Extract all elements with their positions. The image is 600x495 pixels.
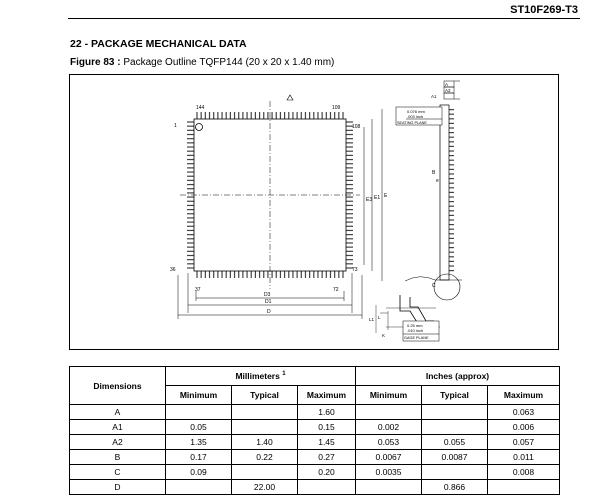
package-pin	[346, 134, 353, 135]
package-pin	[187, 251, 194, 252]
package-pin	[449, 127, 454, 128]
gage-plane-label: GAGE PLANE	[404, 336, 429, 340]
package-pin	[187, 259, 194, 260]
package-pin	[449, 261, 454, 262]
package-pin	[187, 171, 194, 172]
mm-typical-header: Typical	[232, 386, 298, 405]
package-pin	[346, 242, 353, 243]
in-min-cell	[356, 405, 422, 420]
package-pin	[255, 112, 256, 119]
package-pin	[242, 271, 243, 278]
package-pin	[213, 271, 214, 278]
dim-label-a2: A2	[445, 88, 451, 93]
package-pin	[346, 146, 353, 147]
package-pin	[187, 255, 194, 256]
package-pin	[346, 151, 353, 152]
gage-value-inch: .010 inch	[407, 328, 424, 333]
package-pin	[346, 192, 353, 193]
side-view-body	[440, 105, 449, 280]
dim-label-l: L	[378, 315, 381, 320]
package-pin	[346, 213, 353, 214]
package-pin	[449, 132, 454, 133]
package-pin	[284, 112, 285, 119]
package-pin	[251, 112, 252, 119]
package-pin	[449, 242, 454, 243]
package-pin	[217, 271, 218, 278]
table-row	[70, 420, 560, 435]
mm-typ-cell	[232, 465, 298, 480]
mm-max-cell: 1.45	[298, 435, 356, 450]
package-pin	[449, 270, 454, 271]
package-pin	[238, 271, 239, 278]
seating-tolerance-inch: .003 inch	[407, 114, 424, 119]
package-pin	[187, 151, 194, 152]
dim-label-b: B	[432, 170, 436, 176]
package-pin	[205, 112, 206, 119]
package-pin	[187, 205, 194, 206]
package-dimensions-table	[69, 366, 560, 495]
dimensions-header: Dimensions	[70, 367, 166, 405]
package-pin	[267, 271, 268, 278]
package-pin	[187, 142, 194, 143]
dim-label-k: K	[382, 333, 386, 338]
package-pin	[449, 137, 454, 138]
table-row	[70, 405, 560, 420]
in-max-cell	[488, 480, 560, 495]
package-pin	[246, 112, 247, 119]
package-outline-svg	[70, 75, 560, 351]
package-pin	[271, 112, 272, 119]
package-pin	[449, 146, 454, 147]
package-pin	[187, 159, 194, 160]
package-pin	[322, 112, 323, 119]
package-pin	[187, 226, 194, 227]
package-pin	[449, 201, 454, 202]
package-pin	[288, 271, 289, 278]
package-pin	[187, 130, 194, 131]
package-pin	[230, 271, 231, 278]
package-pin	[187, 163, 194, 164]
package-pin	[242, 112, 243, 119]
package-pin	[187, 126, 194, 127]
package-pin	[234, 271, 235, 278]
dim-label-d3: D3	[264, 292, 271, 298]
package-pin	[313, 271, 314, 278]
package-pin	[346, 209, 353, 210]
package-pin	[187, 188, 194, 189]
package-pin	[263, 112, 264, 119]
dim-label-e1: E1	[374, 195, 381, 201]
package-pin	[330, 112, 331, 119]
package-pin	[251, 271, 252, 278]
package-pin	[338, 112, 339, 119]
package-pin	[449, 256, 454, 257]
package-pin	[449, 247, 454, 248]
pin-label-73: 73	[352, 267, 358, 273]
package-pin	[342, 271, 343, 278]
package-pin	[346, 163, 353, 164]
package-pin	[187, 263, 194, 264]
package-pin	[230, 112, 231, 119]
in-maximum-header: Maximum	[488, 386, 560, 405]
package-pin	[346, 226, 353, 227]
in-typ-cell: 0.055	[422, 435, 488, 450]
pin-label-37: 37	[195, 287, 201, 293]
package-pin	[187, 180, 194, 181]
package-pin	[322, 271, 323, 278]
header-rule	[68, 18, 580, 19]
millimeters-note: 1	[282, 371, 286, 378]
dim-label-e-pitch: e	[436, 178, 439, 184]
mm-max-cell: 0.15	[298, 420, 356, 435]
mm-min-cell	[166, 405, 232, 420]
package-pin	[346, 247, 353, 248]
package-pin	[209, 112, 210, 119]
package-pin	[259, 112, 260, 119]
package-pin	[187, 234, 194, 235]
package-pin	[187, 196, 194, 197]
document-part-number: ST10F269-T3	[510, 4, 578, 16]
table-header-row	[70, 367, 560, 386]
mm-min-cell	[166, 480, 232, 495]
package-pin	[449, 160, 454, 161]
index-arrow-icon	[287, 95, 293, 100]
pin-label-144: 144	[196, 105, 205, 111]
pin-label-36: 36	[170, 267, 176, 273]
package-pin	[346, 155, 353, 156]
package-pin	[449, 183, 454, 184]
dim-label-l1: L1	[369, 317, 375, 322]
mm-min-cell: 0.09	[166, 465, 232, 480]
package-pin	[346, 238, 353, 239]
package-pin	[449, 229, 454, 230]
in-min-cell: 0.0067	[356, 450, 422, 465]
package-pin	[205, 271, 206, 278]
package-pin	[449, 123, 454, 124]
package-pin	[449, 118, 454, 119]
package-pin	[449, 155, 454, 156]
mm-typ-cell: 1.40	[232, 435, 298, 450]
dim-label-a1: A1	[431, 94, 437, 99]
table-row	[70, 450, 560, 465]
mm-minimum-header: Minimum	[166, 386, 232, 405]
package-pin	[196, 112, 197, 119]
mm-max-cell	[298, 480, 356, 495]
package-pin	[449, 187, 454, 188]
package-pin	[187, 167, 194, 168]
package-pin	[326, 271, 327, 278]
package-pin	[187, 155, 194, 156]
pin-label-108: 108	[352, 124, 361, 130]
package-pin	[301, 112, 302, 119]
package-pin	[449, 238, 454, 239]
package-pin	[187, 213, 194, 214]
package-pin	[221, 271, 222, 278]
table-row	[70, 480, 560, 495]
package-pin	[255, 271, 256, 278]
in-max-cell: 0.063	[488, 405, 560, 420]
dim-label-e3: E3	[366, 197, 373, 203]
package-pin	[309, 112, 310, 119]
package-pin	[346, 255, 353, 256]
in-min-cell	[356, 480, 422, 495]
row-dimension: A2	[70, 435, 166, 450]
package-pin	[346, 205, 353, 206]
in-typical-header: Typical	[422, 386, 488, 405]
row-dimension: B	[70, 450, 166, 465]
package-pin	[346, 121, 353, 122]
mm-max-cell: 1.60	[298, 405, 356, 420]
package-pin	[346, 176, 353, 177]
package-pin	[213, 112, 214, 119]
mm-typ-cell	[232, 405, 298, 420]
package-pin	[317, 112, 318, 119]
mm-min-cell: 1.35	[166, 435, 232, 450]
package-pin	[346, 188, 353, 189]
package-pin	[217, 112, 218, 119]
package-pin	[187, 184, 194, 185]
in-min-cell: 0.053	[356, 435, 422, 450]
package-pin	[187, 176, 194, 177]
figure-caption-text: Package Outline TQFP144 (20 x 20 x 1.40 mm)	[123, 57, 335, 68]
millimeters-header: Millimeters $^1$	[166, 367, 356, 386]
package-pin	[187, 138, 194, 139]
package-pin	[187, 146, 194, 147]
dim-label-a: A	[445, 82, 449, 87]
package-pin	[449, 219, 454, 220]
package-pin	[187, 242, 194, 243]
package-pin	[187, 121, 194, 122]
in-minimum-header: Minimum	[356, 386, 422, 405]
package-pin	[313, 112, 314, 119]
package-pin	[346, 259, 353, 260]
package-pin	[330, 271, 331, 278]
package-pin	[187, 230, 194, 231]
package-pin	[301, 271, 302, 278]
package-pin	[187, 238, 194, 239]
package-pin	[449, 265, 454, 266]
pin-label-109: 109	[332, 105, 341, 111]
package-pin	[187, 267, 194, 268]
package-pin	[449, 164, 454, 165]
in-min-cell: 0.0035	[356, 465, 422, 480]
package-pin	[209, 271, 210, 278]
detail-leader-line	[405, 277, 435, 281]
seating-tolerance-mm: 0.076 mm	[407, 109, 425, 114]
inches-header: Inches (approx)	[356, 367, 560, 386]
package-pin	[280, 112, 281, 119]
mm-typ-cell: 0.22	[232, 450, 298, 465]
package-pin	[449, 141, 454, 142]
package-pin	[305, 112, 306, 119]
package-pin	[187, 201, 194, 202]
package-pin	[346, 196, 353, 197]
package-pin	[342, 112, 343, 119]
package-pin	[187, 209, 194, 210]
package-pin	[246, 271, 247, 278]
package-pin	[346, 138, 353, 139]
package-pin	[326, 112, 327, 119]
dim-label-d: D	[267, 309, 271, 315]
figure-caption	[70, 57, 334, 68]
package-pin	[284, 271, 285, 278]
package-pin	[338, 271, 339, 278]
package-pin	[449, 210, 454, 211]
package-pin	[292, 271, 293, 278]
figure-label: Figure 83 :	[70, 57, 121, 68]
package-pin	[449, 178, 454, 179]
in-max-cell: 0.008	[488, 465, 560, 480]
section-title: 22 - PACKAGE MECHANICAL DATA	[70, 38, 247, 50]
package-pin	[309, 271, 310, 278]
package-pin	[449, 109, 454, 110]
package-pin	[263, 271, 264, 278]
package-pin	[187, 217, 194, 218]
package-pin	[288, 112, 289, 119]
package-pin	[346, 180, 353, 181]
package-pin	[449, 173, 454, 174]
package-pin	[346, 159, 353, 160]
package-pin	[346, 217, 353, 218]
in-typ-cell	[422, 405, 488, 420]
package-pin	[334, 271, 335, 278]
package-pin	[449, 215, 454, 216]
mm-maximum-header: Maximum	[298, 386, 356, 405]
package-pin	[334, 112, 335, 119]
package-pin	[276, 271, 277, 278]
package-pin	[449, 114, 454, 115]
package-pin	[346, 184, 353, 185]
row-dimension: D	[70, 480, 166, 495]
package-pin	[259, 271, 260, 278]
package-pin	[187, 192, 194, 193]
package-pin	[346, 222, 353, 223]
package-pin	[346, 251, 353, 252]
in-max-cell: 0.011	[488, 450, 560, 465]
package-pin	[449, 192, 454, 193]
package-pin	[201, 112, 202, 119]
package-pin	[449, 252, 454, 253]
dim-label-d1: D1	[265, 299, 272, 305]
package-pin	[267, 112, 268, 119]
package-outline-drawing	[69, 74, 559, 350]
package-pin	[346, 234, 353, 235]
package-pin	[449, 169, 454, 170]
in-min-cell: 0.002	[356, 420, 422, 435]
package-pin	[271, 271, 272, 278]
package-pin	[297, 271, 298, 278]
row-dimension: A1	[70, 420, 166, 435]
in-typ-cell: 0.866	[422, 480, 488, 495]
package-pin	[226, 271, 227, 278]
package-pin	[276, 112, 277, 119]
in-typ-cell	[422, 465, 488, 480]
package-pin	[346, 167, 353, 168]
package-pin	[201, 271, 202, 278]
table-row	[70, 465, 560, 480]
package-pin	[449, 196, 454, 197]
gage-value-mm: 0.25 mm	[407, 323, 423, 328]
package-pin	[449, 224, 454, 225]
pin-label-1: 1	[174, 123, 177, 129]
package-pin	[226, 112, 227, 119]
package-pin	[449, 150, 454, 151]
package-pin	[280, 271, 281, 278]
package-pin	[187, 222, 194, 223]
mm-max-cell: 0.27	[298, 450, 356, 465]
package-pin	[346, 201, 353, 202]
package-pin	[238, 112, 239, 119]
in-max-cell: 0.057	[488, 435, 560, 450]
in-typ-cell	[422, 420, 488, 435]
package-pin	[449, 206, 454, 207]
mm-min-cell: 0.05	[166, 420, 232, 435]
package-pin	[449, 233, 454, 234]
package-pin	[292, 112, 293, 119]
package-pin	[346, 263, 353, 264]
seating-plane-label: SEATING PLANE	[397, 121, 427, 125]
mm-typ-cell	[232, 420, 298, 435]
row-dimension: C	[70, 465, 166, 480]
package-pin	[346, 230, 353, 231]
package-pin	[187, 134, 194, 135]
package-pin	[234, 112, 235, 119]
package-pin	[317, 271, 318, 278]
in-typ-cell: 0.0087	[422, 450, 488, 465]
row-dimension: A	[70, 405, 166, 420]
package-pin	[346, 171, 353, 172]
package-pin	[346, 142, 353, 143]
mm-max-cell: 0.20	[298, 465, 356, 480]
pin-label-72: 72	[333, 287, 339, 293]
table-row	[70, 435, 560, 450]
dim-label-c: C	[432, 283, 436, 289]
dim-label-e: E	[384, 193, 388, 199]
package-pin	[187, 247, 194, 248]
in-max-cell: 0.006	[488, 420, 560, 435]
pins-side-view	[449, 109, 454, 271]
package-pin	[297, 112, 298, 119]
mm-typ-cell: 22.00	[232, 480, 298, 495]
mm-min-cell: 0.17	[166, 450, 232, 465]
package-pin	[305, 271, 306, 278]
package-pin	[221, 112, 222, 119]
package-pin	[196, 271, 197, 278]
